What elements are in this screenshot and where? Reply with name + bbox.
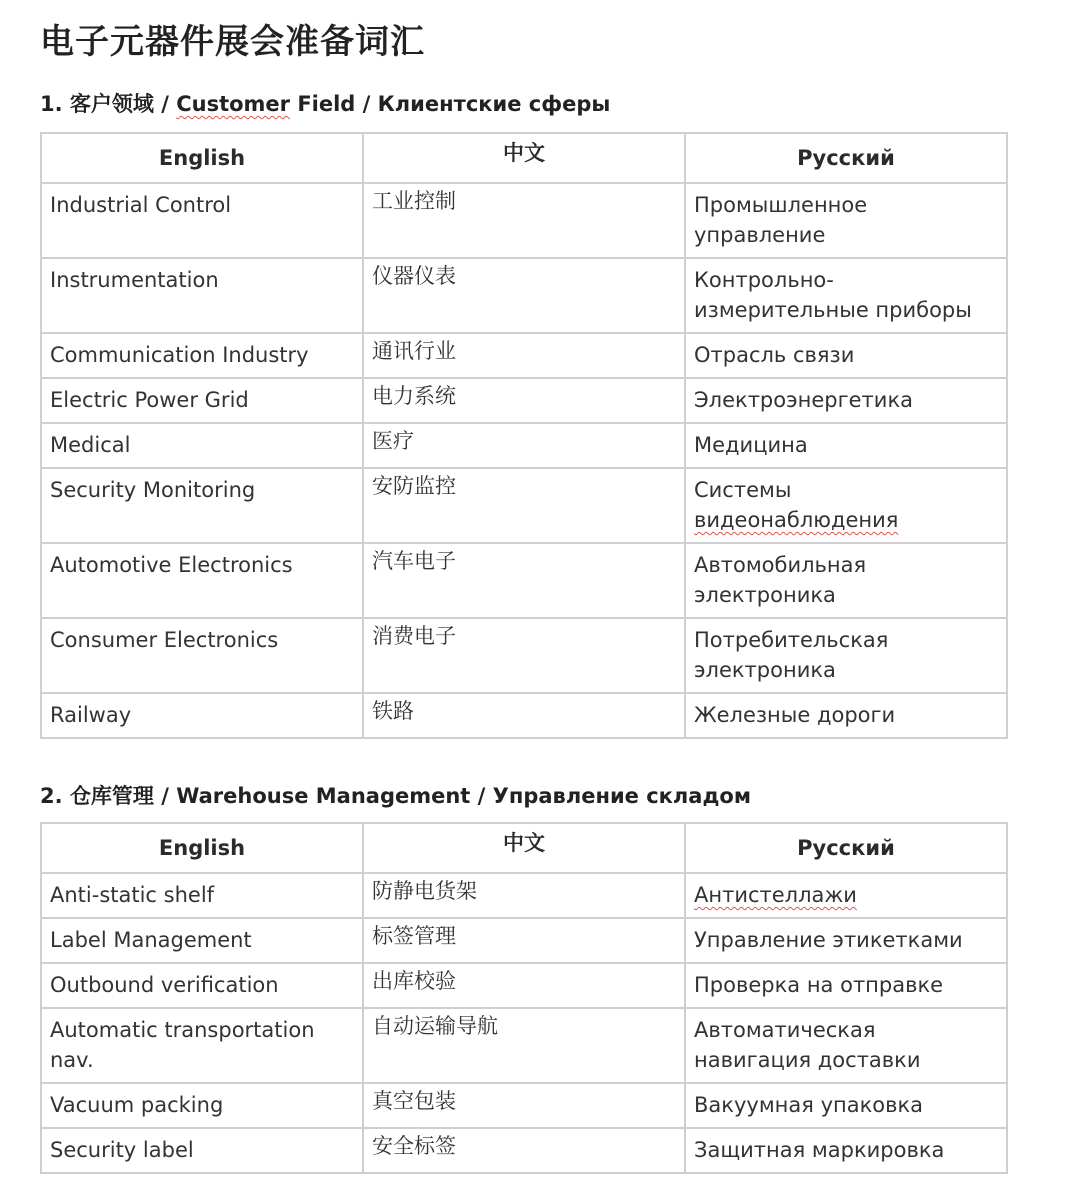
table-row [41,873,1007,918]
cell-russian: Отрасль связи [685,333,1007,378]
section-heading-prefix: 1. 客户领域 / [40,92,177,116]
section-heading-customer-field [40,88,610,118]
cell-english: Automotive Electronics [41,543,363,618]
cell-russian: Автоматическая навигация доставки [685,1008,1007,1083]
cell-english: Consumer Electronics [41,618,363,693]
cell-english: Security label [41,1128,363,1173]
table-row [41,258,1007,333]
cell-russian-line-1: Системы [694,478,792,502]
cell-chinese: 通讯行业 [363,333,685,378]
cell-russian [685,873,1007,918]
table-row [41,468,1007,543]
cell-russian: Железные дороги [685,693,1007,738]
table-row [41,333,1007,378]
cell-english: Railway [41,693,363,738]
cell-russian-text: Антистеллажи [694,883,857,907]
table-row [41,1083,1007,1128]
warehouse-management-table [40,822,1008,1174]
cell-chinese: 防静电货架 [363,873,685,918]
cell-english: Medical [41,423,363,468]
cell-russian: Автомобильная электроника [685,543,1007,618]
cell-chinese: 消费电子 [363,618,685,693]
table-row [41,918,1007,963]
cell-english: Industrial Control [41,183,363,258]
column-header-chinese: 中文 [363,823,685,873]
cell-english: Vacuum packing [41,1083,363,1128]
table-row [41,543,1007,618]
section-heading-suffix: Field / Клиентские сферы [290,92,611,116]
cell-russian: Защитная маркировка [685,1128,1007,1173]
column-header-russian: Русский [685,133,1007,183]
cell-english: Anti-static shelf [41,873,363,918]
cell-russian-line-2: видеонаблюдения [694,508,899,532]
cell-chinese: 工业控制 [363,183,685,258]
cell-chinese: 安全标签 [363,1128,685,1173]
cell-russian [685,468,1007,543]
table-row [41,693,1007,738]
table-row [41,1008,1007,1083]
table-row [41,183,1007,258]
cell-chinese: 自动运输导航 [363,1008,685,1083]
table-row [41,963,1007,1008]
cell-english: Label Management [41,918,363,963]
section-heading-warehouse-management: 2. 仓库管理 / Warehouse Management / Управление складом [40,784,752,808]
cell-chinese: 标签管理 [363,918,685,963]
cell-russian: Электроэнергетика [685,378,1007,423]
table-header-row [41,133,1007,183]
cell-chinese: 仪器仪表 [363,258,685,333]
cell-russian: Проверка на отправке [685,963,1007,1008]
table-row [41,423,1007,468]
cell-chinese: 医疗 [363,423,685,468]
cell-english: Outbound verification [41,963,363,1008]
column-header-chinese: 中文 [363,133,685,183]
cell-english: Communication Industry [41,333,363,378]
column-header-russian: Русский [685,823,1007,873]
cell-russian: Управление этикетками [685,918,1007,963]
customer-field-table [40,132,1008,739]
cell-russian: Медицина [685,423,1007,468]
cell-chinese: 出库校验 [363,963,685,1008]
cell-chinese: 汽车电子 [363,543,685,618]
table-row [41,618,1007,693]
cell-chinese: 铁路 [363,693,685,738]
cell-russian: Контрольно-измерительные приборы [685,258,1007,333]
section-heading-underlined-word: Customer [176,92,291,116]
column-header-english: English [41,133,363,183]
column-header-english: English [41,823,363,873]
cell-russian: Вакуумная упаковка [685,1083,1007,1128]
cell-chinese: 真空包装 [363,1083,685,1128]
table-header-row [41,823,1007,873]
cell-english: Automatic transportation nav. [41,1008,363,1083]
page-title: 电子元器件展会准备词汇 [40,22,425,62]
cell-english: Electric Power Grid [41,378,363,423]
table-row [41,1128,1007,1173]
cell-english: Instrumentation [41,258,363,333]
cell-chinese: 安防监控 [363,468,685,543]
cell-english: Security Monitoring [41,468,363,543]
cell-russian: Промышленное управление [685,183,1007,258]
cell-chinese: 电力系统 [363,378,685,423]
cell-russian: Потребительская электроника [685,618,1007,693]
table-row [41,378,1007,423]
